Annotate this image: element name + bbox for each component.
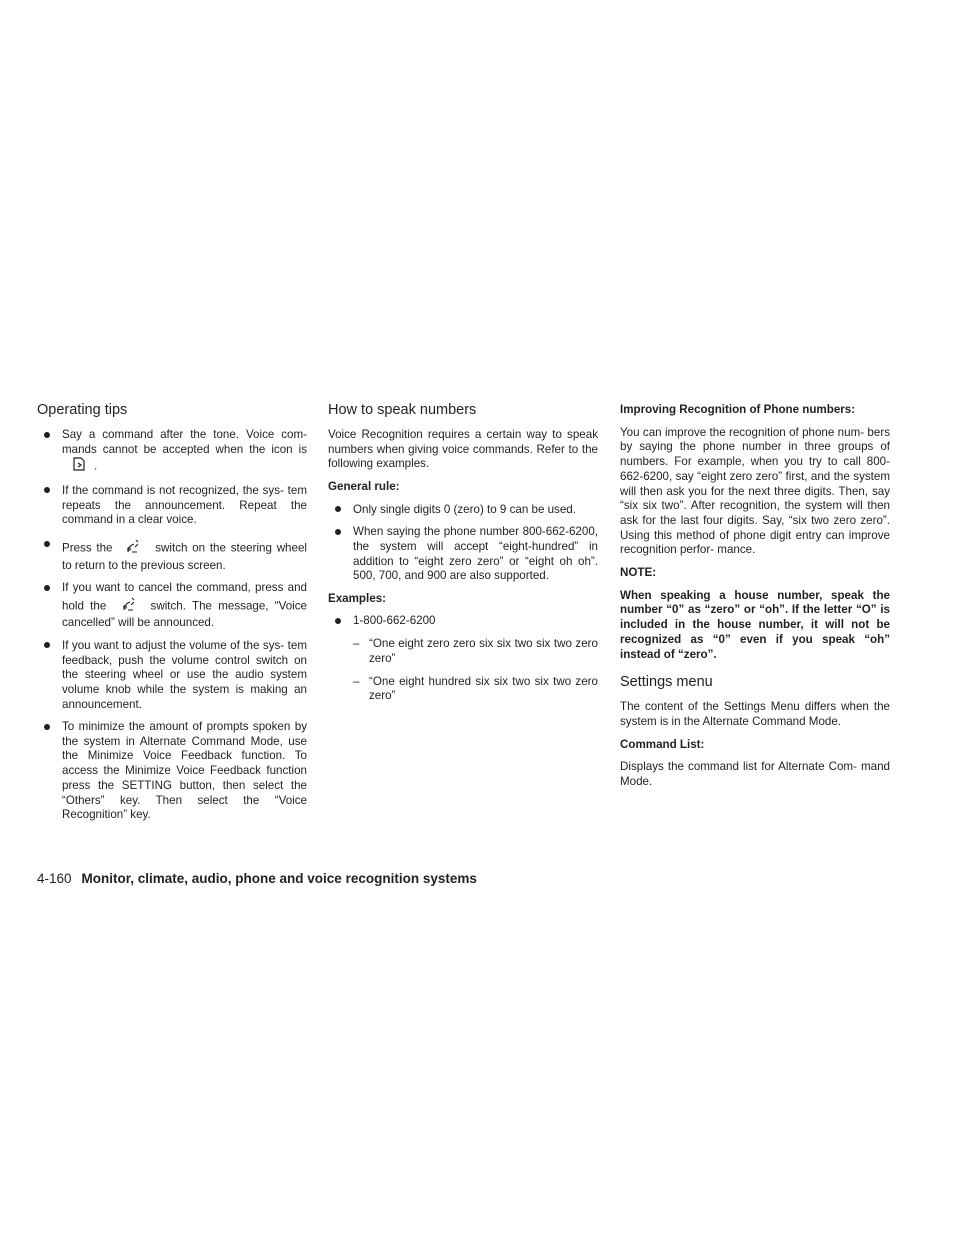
list-item xyxy=(353,637,598,666)
item-text: Only single digits 0 (zero) to 9 can be used. xyxy=(353,502,576,516)
item-text: When saying the phone number 800-662-6200, the system will accept “eight-hundred” in addition to “eight zero zero” or “eight oh oh”. 500, 700, and 900 are also supported. xyxy=(353,525,598,583)
general-rule-list xyxy=(328,503,598,584)
chapter-title: Monitor, climate, audio, phone and voice recognition systems xyxy=(81,871,477,886)
list-item xyxy=(328,503,598,518)
intro-paragraph: Voice Recognition requires a certain way to speak numbers when giving voice commands. Refer to the following examples. xyxy=(328,428,598,471)
dash-mark: – xyxy=(353,637,360,651)
talk-switch-icon xyxy=(125,538,141,559)
examples-list xyxy=(328,614,598,704)
note-paragraph: When speaking a house number, speak the number “0” as “zero” or “oh”. If the letter “O” is included in the house number, it will not be recognized as “0” even if you speak “oh” instead of “zero”. xyxy=(620,588,890,661)
item-text: If you want to cancel the command, press and hold the xyxy=(62,581,307,613)
section-heading-settings-menu: Settings menu xyxy=(620,674,713,691)
item-text-end: switch. The message, “Voice cancelled” will be announced. xyxy=(62,599,307,630)
command-list-label: Command List: xyxy=(620,737,705,751)
list-item xyxy=(37,720,307,823)
operating-tips-list xyxy=(37,428,307,823)
dash-mark: – xyxy=(353,674,360,688)
examples-label: Examples: xyxy=(328,591,386,605)
list-item xyxy=(353,675,598,704)
talk-switch-icon xyxy=(121,596,137,617)
item-text: To minimize the amount of prompts spoken by the system in Alternate Command Mode, use the Minimize Voice Feedback function. To access the Minimize Voice Feedback function press the SETTING button, then select the “Others” key. Then select the “Voice Recognition” key. xyxy=(62,720,307,822)
list-item xyxy=(37,581,307,631)
section-heading-how-to-speak-numbers: How to speak numbers xyxy=(328,402,477,418)
bullet-icon xyxy=(335,529,341,535)
column-improving-recognition xyxy=(620,402,890,798)
list-item xyxy=(37,538,307,573)
item-text-end: switch on the steering wheel to return to the previous screen. xyxy=(62,541,307,572)
item-text: “One eight zero zero six six two six two zero zero” xyxy=(369,637,598,665)
bullet-icon xyxy=(44,724,50,730)
item-text: “One eight hundred six six two six two zero zero” xyxy=(369,674,598,703)
item-text: If the command is not recognized, the sys- tem repeats the announcement. Repeat the command in a clear voice. xyxy=(62,483,307,527)
item-text-end: . xyxy=(94,459,98,473)
item-text: If you want to adjust the volume of the sys- tem feedback, push the volume control switch on the steering wheel or use the audio system volume knob while the system is making an announcement. xyxy=(62,638,307,711)
section-heading-operating-tips: Operating tips xyxy=(37,402,128,418)
page-number: 4-160 xyxy=(37,871,72,886)
list-item xyxy=(328,525,598,584)
example-number: 1-800-662-6200 xyxy=(353,614,436,628)
item-text: Press the xyxy=(62,541,113,555)
improving-recognition-paragraph: You can improve the recognition of phone num- bers by saying the phone number in three groups of numbers. For example, when you try to call 800-662-6200, say “eight zero zero” first, and the system will then ask you for the next three digits. Then, say “six six two”. After recognition, the system will then ask for the last four digits. Say, “six two zero zero”. Using this method of phone digit entry can improve recognition perfor- mance. xyxy=(620,425,890,557)
command-list-paragraph: Displays the command list for Alternate Com- mand Mode. xyxy=(620,760,890,789)
bullet-icon xyxy=(44,541,50,547)
note-label: NOTE: xyxy=(620,566,657,580)
improving-recognition-label: Improving Recognition of Phone numbers: xyxy=(620,403,856,416)
column-how-to-speak-numbers xyxy=(328,402,598,712)
bullet-icon xyxy=(335,618,341,624)
settings-paragraph: The content of the Settings Menu differs when the system is in the Alternate Command Mode. xyxy=(620,700,890,728)
list-item xyxy=(37,484,307,528)
bullet-icon xyxy=(335,506,341,512)
bullet-icon xyxy=(44,487,50,493)
list-item xyxy=(37,639,307,713)
column-operating-tips xyxy=(37,402,307,831)
voice-recognition-status-icon xyxy=(72,457,86,476)
page-footer xyxy=(37,871,477,886)
item-text: Say a command after the tone. Voice com- mands cannot be accepted when the icon is xyxy=(62,428,307,456)
bullet-icon xyxy=(44,642,50,648)
example-variants-list xyxy=(353,637,598,704)
general-rule-label: General rule: xyxy=(328,480,400,494)
bullet-icon xyxy=(44,585,50,591)
bullet-icon xyxy=(44,432,50,438)
list-item xyxy=(37,428,307,476)
list-item xyxy=(328,614,598,704)
